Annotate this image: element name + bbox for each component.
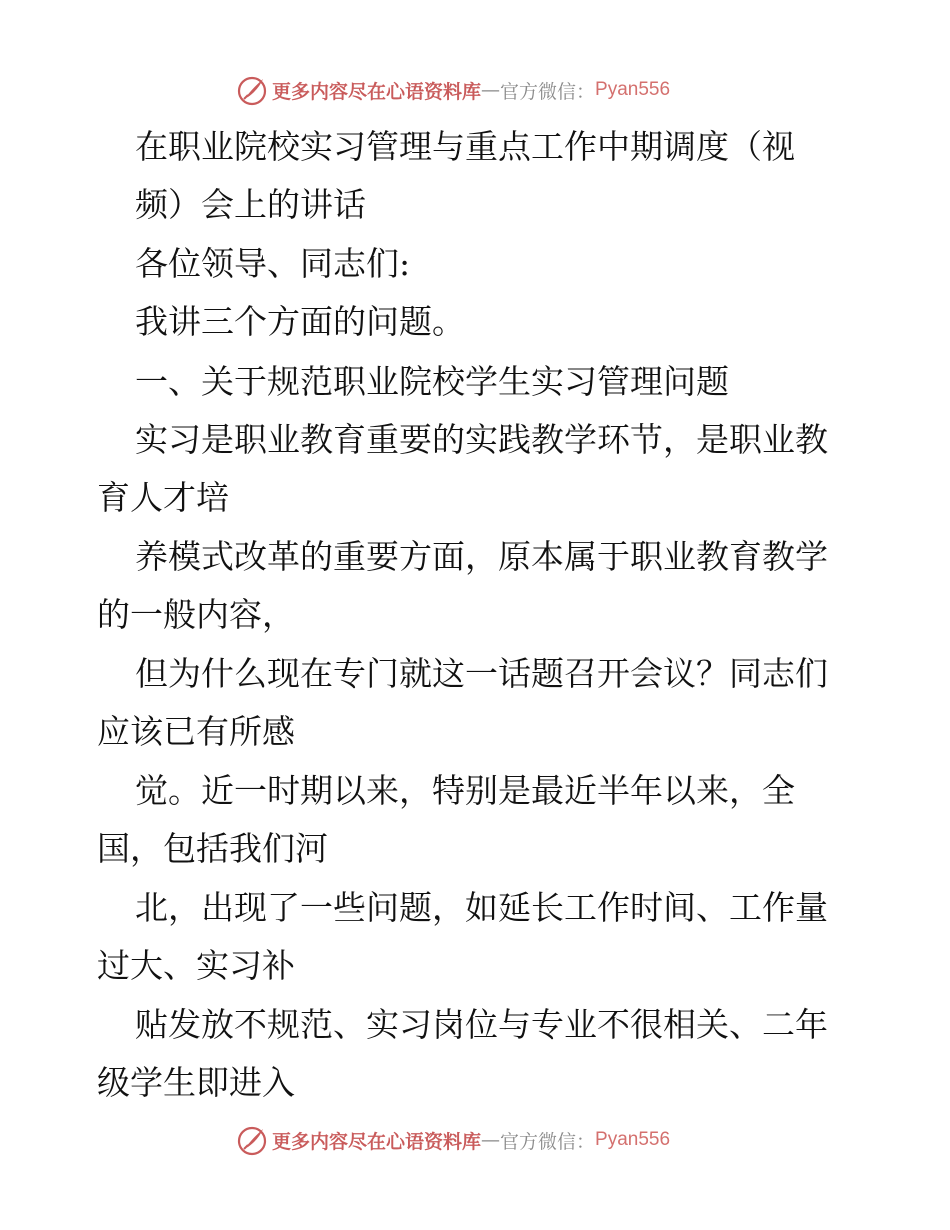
section-heading-1: 一、关于规范职业院校学生实习管理问题 xyxy=(135,362,729,401)
body-line: 应该已有所感 xyxy=(97,712,295,751)
banner-separator: — xyxy=(481,79,501,101)
body-line: 过大、实习补 xyxy=(97,946,295,985)
document-title-line-1: 在职业院校实习管理与重点工作中期调度（视 xyxy=(135,127,795,166)
banner-separator: — xyxy=(481,1129,501,1151)
banner-main-text: 更多内容尽在心语资料库 xyxy=(272,1130,482,1153)
greeting: 各位领导、同志们: xyxy=(135,244,411,283)
body-line: 贴发放不规范、实习岗位与专业不很相关、二年 xyxy=(135,1005,828,1044)
body-line: 实习是职业教育重要的实践教学环节，是职业教 xyxy=(135,420,828,459)
body-line: 养模式改革的重要方面，原本属于职业教育教学 xyxy=(135,537,828,576)
banner-contact-label: 官方微信： xyxy=(500,80,596,103)
banner-contact-id: Pyan556 xyxy=(595,79,671,100)
document-title-line-2: 频）会上的讲话 xyxy=(135,185,366,224)
banner-main-text: 更多内容尽在心语资料库 xyxy=(272,80,482,103)
body-line: 但为什么现在专门就这一话题召开会议？同志们 xyxy=(135,654,828,693)
intro-paragraph: 我讲三个方面的问题。 xyxy=(135,302,465,341)
body-line: 觉。近一时期以来，特别是最近半年以来，全 xyxy=(135,771,795,810)
quill-pen-logo-icon xyxy=(236,74,268,106)
banner-contact-id: Pyan556 xyxy=(595,1129,671,1150)
body-line: 级学生即进入 xyxy=(97,1063,295,1102)
body-line: 育人才培 xyxy=(97,478,229,517)
banner-contact-label: 官方微信： xyxy=(500,1130,596,1153)
body-line: 北，出现了一些问题，如延长工作时间、工作量 xyxy=(135,888,828,927)
footer-banner xyxy=(236,1123,716,1157)
header-banner xyxy=(236,73,716,107)
quill-pen-logo-icon xyxy=(236,1124,268,1156)
body-line: 国，包括我们河 xyxy=(97,829,328,868)
body-line: 的一般内容， xyxy=(97,595,295,634)
